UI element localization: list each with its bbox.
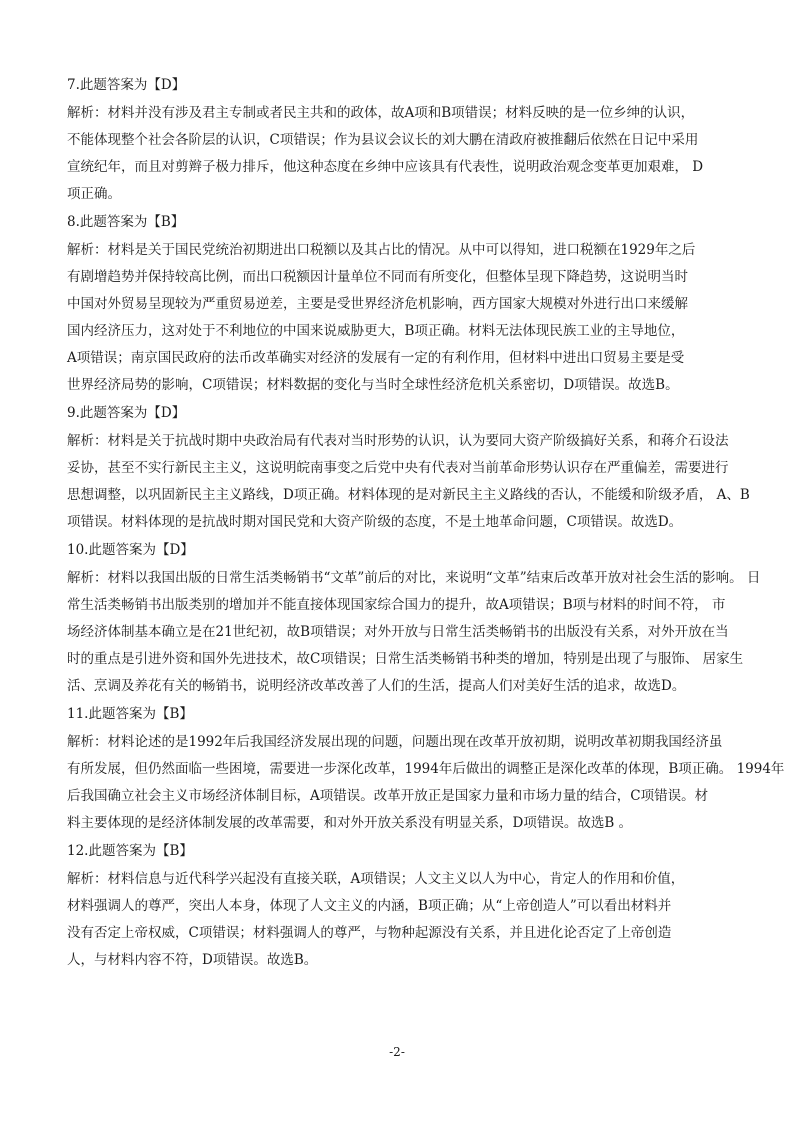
explanation-line: 有所发展，但仍然面临一些困境，需要进一步深化改革，1994年后做出的调整正是深化改革的体现，B项正确。 1994年	[67, 761, 785, 777]
explanation-line: 宣统纪年，而且对剪辫子极力排斥，他这种态度在乡绅中应该具有代表性，说明政治观念变革更加艰难， D	[67, 159, 704, 175]
explanation-line: 解析：材料以我国出版的日常生活类畅销书“文革”前后的对比，来说明“文革”结束后改革开放对社会生活的影响。 日	[67, 570, 761, 586]
explanation-line: 人，与材料内容不符，D项错误。故选B。	[67, 952, 318, 968]
explanation-line: 解析：材料并没有涉及君主专制或者民主共和的政体，故A项和B项错误；材料反映的是一位乡绅的认识，	[67, 105, 695, 121]
question-11-title: 11.此题答案为【B】	[67, 706, 193, 722]
explanation-line: 常生活类畅销书出版类别的增加并不能直接体现国家综合国力的提升，故A项错误；B项与材料的时间不符， 市	[67, 597, 726, 613]
explanation-line: 活、烹调及养花有关的畅销书，说明经济改革改善了人们的生活，提高人们对美好生活的追求，故选D。	[67, 678, 686, 694]
question-11-explanation	[67, 729, 785, 837]
explanation-line: 世界经济局势的影响，C项错误；材料数据的变化与当时全球性经济危机关系密切，D项错误。故选B。	[67, 377, 679, 393]
page-number: -2-	[389, 1045, 405, 1059]
explanation-line: A项错误；南京国民政府的法币改革确实对经济的发展有一定的有利作用，但材料中进出口贸易主要是受	[67, 350, 685, 366]
explanation-line: 时的重点是引进外资和国外先进技术，故C项错误；日常生活类畅销书种类的增加，特别是出现了与服饰、 居家生	[67, 651, 744, 667]
explanation-line: 后我国确立社会主义市场经济体制目标，A项错误。改革开放正是国家力量和市场力量的结合，C项错误。材	[67, 788, 709, 804]
question-8-title: 8.此题答案为【B】	[67, 214, 185, 230]
question-8-explanation	[67, 237, 743, 399]
question-7-explanation	[67, 100, 743, 208]
explanation-line: 解析：材料论述的是1992年后我国经济发展出现的问题，问题出现在改革开放初期，说明改革初期我国经济虽	[67, 734, 723, 750]
explanation-line: 不能体现整个社会各阶层的认识，C项错误；作为县议会议长的刘大鹏在清政府被推翻后依然在日记中采用	[67, 132, 699, 148]
question-10-explanation	[67, 565, 761, 700]
question-9-explanation	[67, 428, 750, 536]
explanation-line: 没有否定上帝权威，C项错误；材料强调人的尊严，与物种起源没有关系，并且进化论否定了上帝创造	[67, 925, 672, 941]
explanation-line: 有剧增趋势并保持较高比例，而出口税额因计量单位不同而有所变化，但整体呈现下降趋势，这说明当时	[67, 269, 688, 285]
question-12-explanation	[67, 866, 743, 974]
explanation-line: 材料强调人的尊严，突出人本身，体现了人文主义的内涵，B项正确；从“上帝创造人”可以看出材料并	[67, 898, 672, 914]
question-10-title: 10.此题答案为【D】	[67, 542, 194, 558]
explanation-line: 妥协，甚至不实行新民主主义，这说明皖南事变之后党中央有代表对当前革命形势认识存在严重偏差，需要进行	[67, 460, 729, 476]
explanation-line: 项错误。材料体现的是抗战时期对国民党和大资产阶级的态度，不是土地革命问题，C项错误。故选D。	[67, 514, 683, 530]
explanation-line: 解析：材料信息与近代科学兴起没有直接关联，A项错误；人文主义以人为中心，肯定人的作用和价值，	[67, 871, 685, 887]
explanation-line: 料主要体现的是经济体制发展的改革需要，和对外开放关系没有明显关系，D项错误。故选B 。	[67, 815, 633, 831]
explanation-line: 国内经济压力，这对处于不利地位的中国来说威胁更大，B项正确。材料无法体现民族工业的主导地位，	[67, 323, 685, 339]
explanation-line: 场经济体制基本确立是在21世纪初，故B项错误；对外开放与日常生活类畅销书的出版没有关系，对外开放在当	[67, 624, 729, 640]
question-9-title: 9.此题答案为【D】	[67, 405, 186, 421]
explanation-line: 思想调整，以巩固新民主主义路线，D项正确。材料体现的是对新民主主义路线的否认，不能缓和阶级矛盾， A、B	[67, 487, 750, 503]
question-12-title: 12.此题答案为【B】	[67, 843, 193, 859]
explanation-line: 项正确。	[67, 186, 121, 202]
question-7-title: 7.此题答案为【D】	[67, 77, 186, 93]
answer-sheet-page	[67, 75, 785, 978]
explanation-line: 解析：材料是关于抗战时期中央政治局有代表对当时形势的认识，认为要同大资产阶级搞好关系，和蒋介石设法	[67, 433, 729, 449]
explanation-line: 解析：材料是关于国民党统治初期进出口税额以及其占比的情况。从中可以得知，进口税额在1929年之后	[67, 242, 696, 258]
explanation-line: 中国对外贸易呈现较为严重贸易逆差，主要是受世界经济危机影响，西方国家大规模对外进行出口来缓解	[67, 296, 688, 312]
